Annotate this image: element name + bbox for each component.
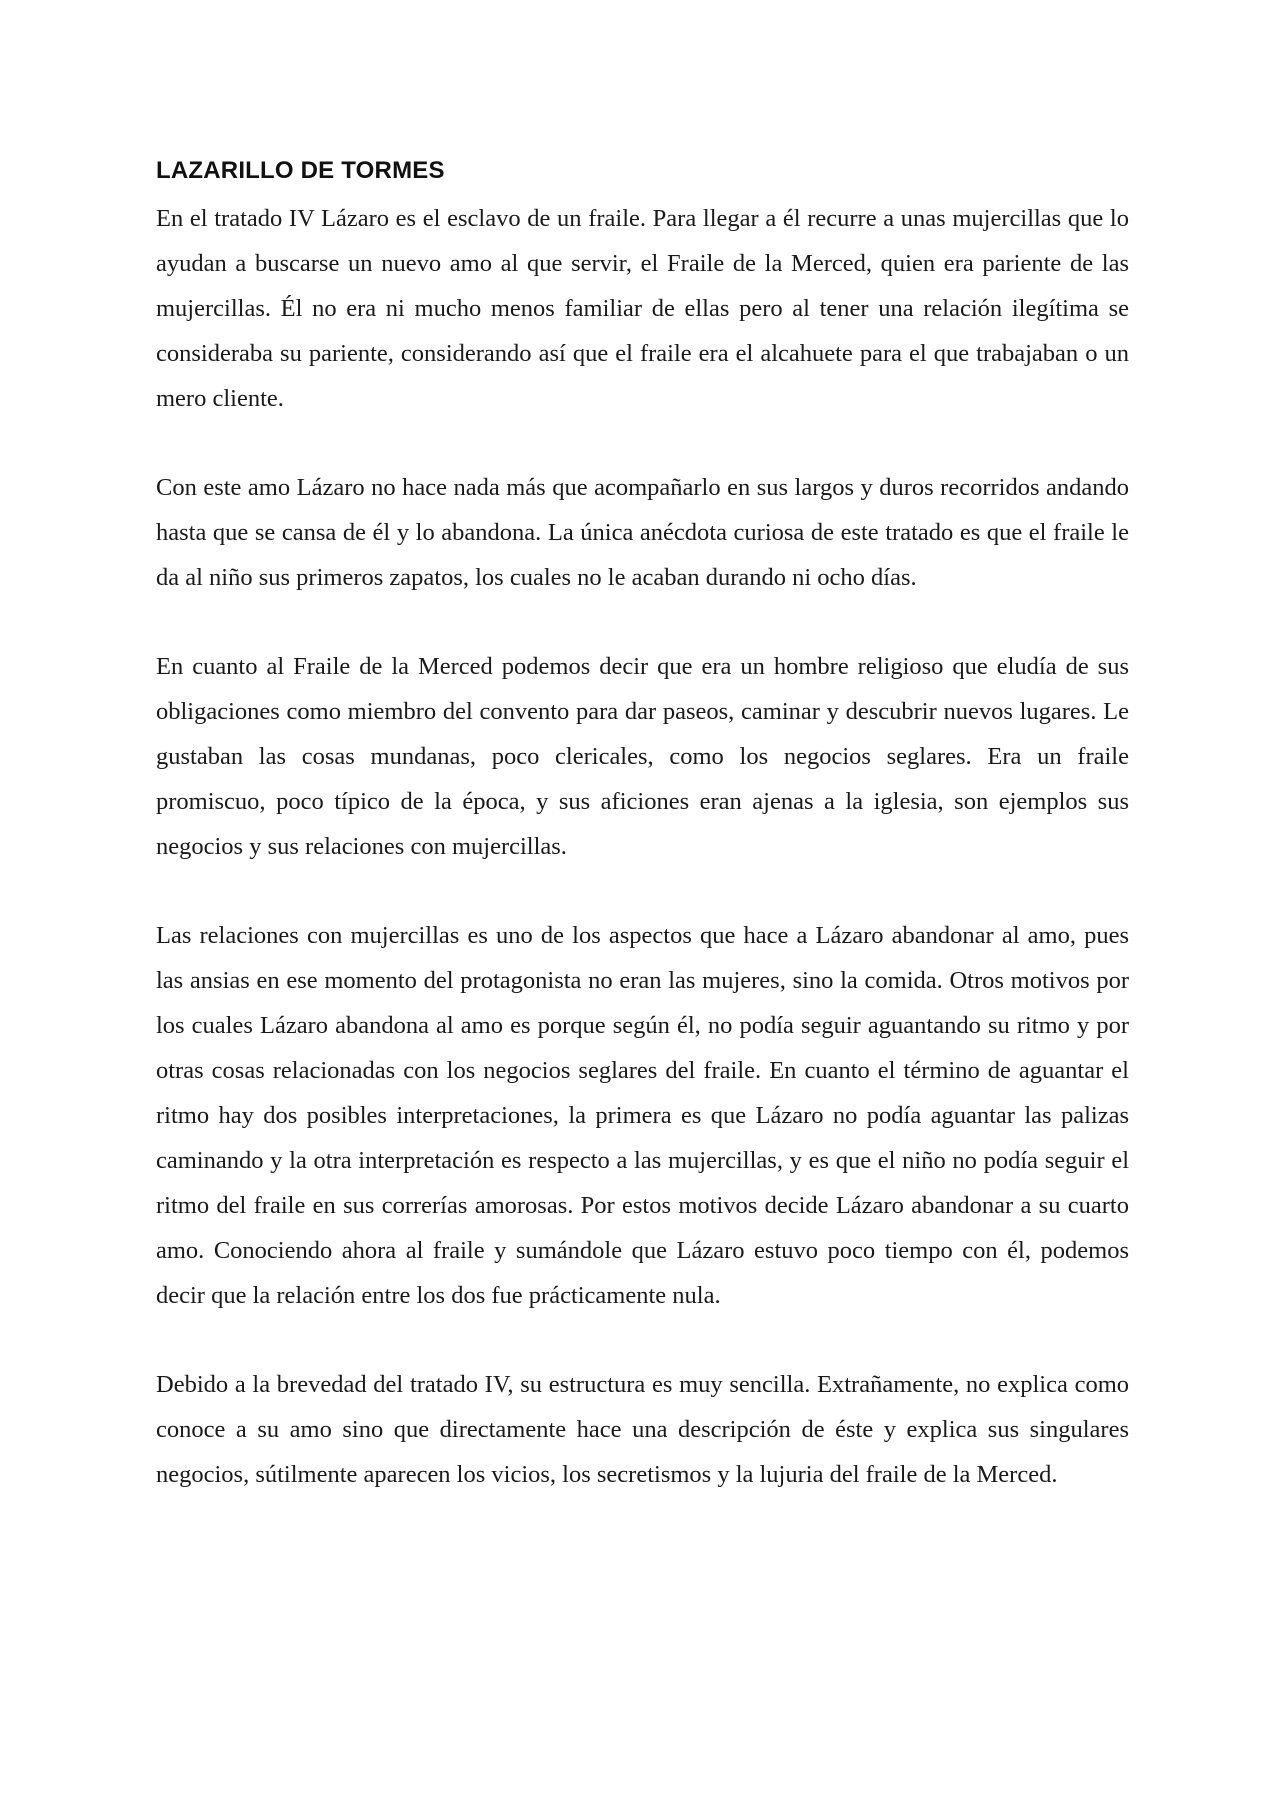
paragraph: En el tratado IV Lázaro es el esclavo de un fraile. Para llegar a él recurre a unas mujercillas que lo ayudan a buscarse un nuevo amo al que servir, el Fraile de la Merced, quien era pariente de las mujercillas. Él no era ni mucho menos familiar de ellas pero al tener una relación ilegítima se consideraba su pariente, considerando así que el fraile era el alcahuete para el que trabajaban o un mero cliente. — [156, 205, 1129, 412]
paragraph: En cuanto al Fraile de la Merced podemos decir que era un hombre religioso que eludía de sus obligaciones como miembro del convento para dar paseos, caminar y descubrir nuevos lugares. Le gustaban las cosas mundanas, poco clericales, como los negocios seglares. Era un fraile promiscuo, poco típico de la época, y sus aficiones eran ajenas a la iglesia, son ejemplos sus negocios y sus relaciones con mujercillas. — [156, 653, 1129, 860]
document-title: LAZARILLO DE TORMES — [156, 157, 445, 184]
paragraph: Las relaciones con mujercillas es uno de los aspectos que hace a Lázaro abandonar al amo, pues las ansias en ese momento del protagonista no eran las mujeres, sino la comida. Otros motivos por los cuales Lázaro abandona al amo es porque según él, no podía seguir aguantando su ritmo y por otras cosas relacionadas con los negocios seglares del fraile. En cuanto el término de aguantar el ritmo hay dos posibles interpretaciones, la primera es que Lázaro no podía aguantar las palizas caminando y la otra interpretación es respecto a las mujercillas, y es que el niño no podía seguir el ritmo del fraile en sus correrías amorosas. Por estos motivos decide Lázaro abandonar a su cuarto amo. Conociendo ahora al fraile y sumándole que Lázaro estuvo poco tiempo con él, podemos decir que la relación entre los dos fue prácticamente nula. — [156, 922, 1129, 1309]
document-body — [156, 156, 1129, 1497]
paragraph: Con este amo Lázaro no hace nada más que acompañarlo en sus largos y duros recorridos andando hasta que se cansa de él y lo abandona. La única anécdota curiosa de este tratado es que el fraile le da al niño sus primeros zapatos, los cuales no le acaban durando ni ocho días. — [156, 474, 1129, 591]
paragraph: Debido a la brevedad del tratado IV, su estructura es muy sencilla. Extrañamente, no explica como conoce a su amo sino que directamente hace una descripción de éste y explica sus singulares negocios, sútilmente aparecen los vicios, los secretismos y la lujuria del fraile de la Merced. — [156, 1371, 1129, 1488]
